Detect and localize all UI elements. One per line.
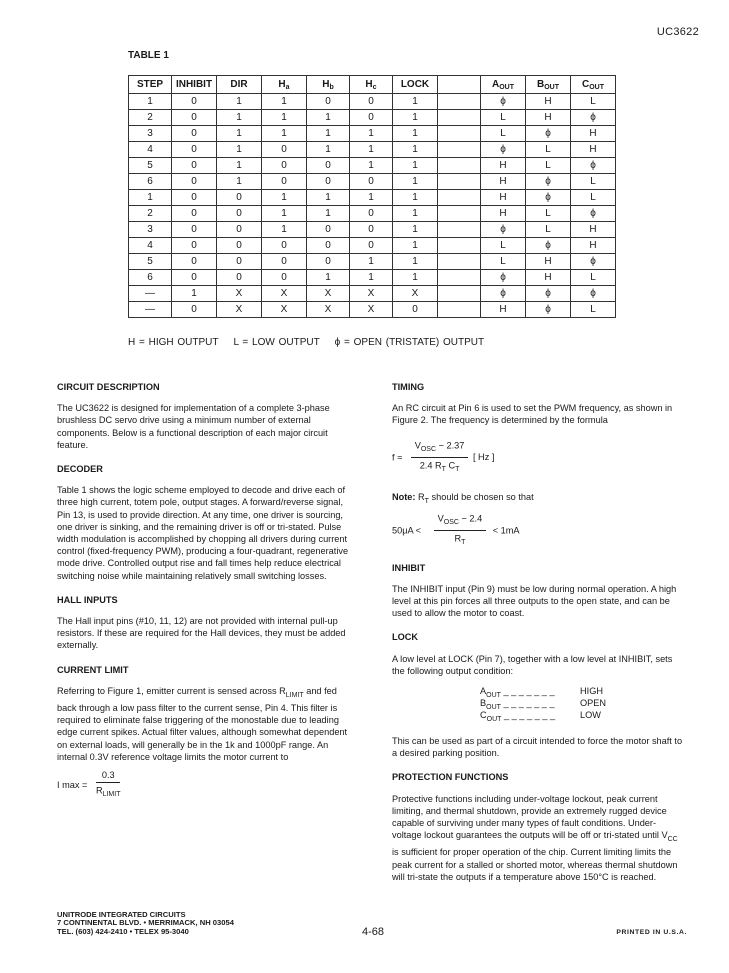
table-header-cell: LOCK [393, 76, 438, 94]
current-limit-text: Referring to Figure 1, emitter current is sensed across $R_{LIMIT}$ and fed back through a low pass filter to the current sense, Pin 4. This filter is required to eliminate false triggering of the monostable due to leading edge current spikes. Actual filter values, although somewhat dependent on external loads, will generally be in the 1k and 1000pF range. An internal 0.3V reference voltage limits the motor current to [57, 685, 348, 762]
table-cell: 1 [262, 126, 307, 142]
table-cell: 3 [129, 222, 172, 238]
timing-text: An RC circuit at Pin 6 is used to set the PWM frequency, as shown in Figure 2. The frequency is determined by the formula [392, 403, 673, 426]
printed-in-usa: PRINTED IN U.S.A. [616, 929, 687, 936]
table-row [129, 286, 616, 302]
table-cell [438, 270, 481, 286]
table-cell: 1 [307, 142, 350, 158]
table-cell [438, 142, 481, 158]
table-title: TABLE 1 [128, 50, 169, 61]
table-cell: X [262, 286, 307, 302]
table-cell: L [526, 158, 571, 174]
table-cell: 3 [129, 126, 172, 142]
table-cell: 0 [217, 270, 262, 286]
table-cell: 0 [262, 254, 307, 270]
frequency-fraction: $\frac{V_{OSC} - 2.37}{2.4 R_T C_T}$ [411, 439, 469, 476]
circuit-description-text: The UC3622 is designed for implementation of a complete 3-phase brushless DC servo drive using a minimum number of external components. Below is a functional description of each major circuit feature. [57, 403, 330, 450]
table-cell [438, 222, 481, 238]
table-cell: 4 [129, 142, 172, 158]
table-cell: 1 [129, 190, 172, 206]
table-cell: 0 [172, 158, 217, 174]
table-header-cell: $C_{OUT}$ [571, 76, 616, 94]
table-cell [438, 206, 481, 222]
table-row [129, 222, 616, 238]
table-cell: L [481, 238, 526, 254]
table-cell: ϕ [481, 286, 526, 302]
table-cell: 0 [350, 110, 393, 126]
table-cell: L [481, 254, 526, 270]
table-cell: 1 [393, 222, 438, 238]
table-cell: 1 [393, 254, 438, 270]
table-header-cell: $A_{OUT}$ [481, 76, 526, 94]
table-cell: H [571, 142, 616, 158]
table-cell: 0 [217, 254, 262, 270]
lock-heading: LOCK [392, 632, 419, 643]
table-header-cell: $H_c$ [350, 76, 393, 94]
table-cell [438, 302, 481, 318]
table-cell: ϕ [571, 158, 616, 174]
lock-output-conditions [480, 685, 685, 721]
table-cell: 1 [217, 126, 262, 142]
table-cell: ϕ [526, 126, 571, 142]
inequality-right: < 1mA [492, 525, 520, 536]
table-cell [438, 158, 481, 174]
table-cell: 1 [307, 110, 350, 126]
table-cell: 5 [129, 158, 172, 174]
table-cell: 1 [217, 158, 262, 174]
table-cell: X [350, 302, 393, 318]
table-cell: H [481, 206, 526, 222]
table-cell: 0 [172, 222, 217, 238]
table-legend: H = HIGH OUTPUT L = LOW OUTPUT ϕ = OPEN (TRISTATE) OUTPUT [128, 337, 485, 348]
imax-label: I max = [57, 779, 88, 790]
table-cell: 0 [307, 158, 350, 174]
table-cell: X [307, 286, 350, 302]
table-cell: 0 [350, 238, 393, 254]
table-cell: 2 [129, 206, 172, 222]
table-cell: L [481, 126, 526, 142]
table-cell: 0 [172, 94, 217, 110]
table-header-row [129, 76, 616, 94]
truth-table [128, 75, 616, 318]
hall-inputs-heading: HALL INPUTS [57, 594, 118, 605]
table-cell: 1 [393, 110, 438, 126]
table-cell: 0 [172, 254, 217, 270]
table-cell: — [129, 302, 172, 318]
table-cell: 1 [350, 190, 393, 206]
table-cell: 1 [262, 206, 307, 222]
table-cell: 1 [393, 206, 438, 222]
table-row [129, 190, 616, 206]
table-cell: 6 [129, 270, 172, 286]
table-cell: 0 [307, 222, 350, 238]
table-cell: 0 [217, 222, 262, 238]
table-cell: H [481, 174, 526, 190]
table-cell: 0 [307, 174, 350, 190]
table-cell: ϕ [526, 190, 571, 206]
inhibit-heading: INHIBIT [392, 562, 426, 573]
table-row [129, 110, 616, 126]
table-cell: ϕ [571, 286, 616, 302]
table-cell: 0 [350, 94, 393, 110]
table-cell: L [526, 142, 571, 158]
table-cell: 1 [393, 126, 438, 142]
table-row [129, 238, 616, 254]
lock-condition-a: $A_{OUT}$ _ _ _ _ _ _ _ HIGH [480, 686, 603, 699]
table-cell: ϕ [481, 270, 526, 286]
table-cell: 0 [307, 94, 350, 110]
table-cell: 2 [129, 110, 172, 126]
table-cell: 1 [350, 126, 393, 142]
table-cell: 0 [172, 238, 217, 254]
table-cell: 0 [262, 158, 307, 174]
decoder-text: Table 1 shows the logic scheme employed to decode and drive each of three high current, totem pole, output stages. A forward/reverse signal, Pin 13, is used to provide direction. At any time, one driver is sourcing, one driver is sinking, and the remaining driver is off or tri-stated. Pulse width modulation is accomplished by chopping all drivers during current control (fixed-frequency PWM), producing a four-quadrant, regenerative mode drive. Controlled output rise and fall times help reduce electrical switching noise while maintaining relatively small switching losses. [57, 485, 349, 581]
table-row [129, 206, 616, 222]
table-cell: 1 [262, 222, 307, 238]
table-cell: X [393, 286, 438, 302]
table-cell: 1 [262, 110, 307, 126]
protection-heading: PROTECTION FUNCTIONS [392, 772, 509, 783]
table-cell: H [481, 158, 526, 174]
footer-company: UNITRODE INTEGRATED CIRCUITS [57, 910, 186, 919]
hall-inputs-text: The Hall input pins (#10, 11, 12) are not provided with internal pull-up resistors. If these are required for the Hall devices, they must be added externally. [57, 616, 346, 651]
table-cell: 0 [307, 238, 350, 254]
table-cell: L [571, 94, 616, 110]
table-header-cell: STEP [129, 76, 172, 94]
table-cell: H [571, 126, 616, 142]
table-cell: 1 [217, 110, 262, 126]
table-cell [438, 94, 481, 110]
lock-condition-c: $C_{OUT}$ _ _ _ _ _ _ _ LOW [480, 710, 601, 723]
table-cell: X [217, 286, 262, 302]
table-cell: 4 [129, 238, 172, 254]
table-cell: L [571, 302, 616, 318]
lock-after-text: This can be used as part of a circuit intended to force the motor shaft to a desired parking position. [392, 736, 683, 759]
table-cell: 1 [262, 190, 307, 206]
table-row [129, 174, 616, 190]
table-cell: ϕ [571, 206, 616, 222]
lock-text: A low level at LOCK (Pin 7), together with a low level at INHIBIT, sets the following output condition: [392, 653, 673, 676]
frequency-formula [392, 439, 685, 479]
table-cell [438, 190, 481, 206]
table-cell: 1 [262, 94, 307, 110]
table-cell [438, 254, 481, 270]
table-row [129, 270, 616, 286]
footer-phone: TEL. (603) 424-2410 • TELEX 95-3040 [57, 926, 189, 936]
table-cell: 1 [217, 142, 262, 158]
table-cell: 1 [350, 270, 393, 286]
table-cell: H [571, 222, 616, 238]
table-header-cell: $H_b$ [307, 76, 350, 94]
lock-condition-b: $B_{OUT}$ _ _ _ _ _ _ _ OPEN [480, 698, 607, 711]
imax-fraction: $\frac{0.3}{R_{LIMIT}}$ [95, 769, 121, 798]
table-cell: 1 [217, 174, 262, 190]
table-cell: 0 [172, 174, 217, 190]
table-cell: ϕ [526, 302, 571, 318]
table-cell: 0 [307, 254, 350, 270]
table-cell: 1 [172, 286, 217, 302]
part-number: UC3622 [656, 26, 699, 38]
table-cell: 0 [172, 190, 217, 206]
table-cell: H [526, 270, 571, 286]
table-cell: 1 [350, 254, 393, 270]
table-cell: L [526, 206, 571, 222]
table-row [129, 142, 616, 158]
table-cell: 1 [393, 174, 438, 190]
table-cell: L [571, 174, 616, 190]
table-cell: ϕ [481, 94, 526, 110]
table-cell: ϕ [481, 142, 526, 158]
protection-text: Protective functions including under-voltage lockout, peak current limiting, and thermal shutdown, provide an extremely rugged device capable of surviving under many types of fault conditions. Under-voltage lockout guarantees the outputs will be off or tri-stated until $V_{CC}$ is sufficient for proper operation of the chip. Current limiting limits the peak current for a stalled or shorted motor, whereas thermal shutdown will tri-state the outputs if a temperature above 150°C is reached. [392, 793, 678, 882]
table-cell: 1 [393, 238, 438, 254]
table-cell: 1 [393, 270, 438, 286]
table-cell: H [481, 302, 526, 318]
inhibit-text: The INHIBIT input (Pin 9) must be low during normal operation. A high level at this pin forces all three outputs to the open state, and can be used to allow the motor to coast. [392, 583, 677, 619]
table-cell: L [481, 110, 526, 126]
table-header-cell: DIR [217, 76, 262, 94]
table-cell: 0 [172, 270, 217, 286]
table-cell: 0 [217, 190, 262, 206]
table-cell: 1 [307, 190, 350, 206]
table-cell: 6 [129, 174, 172, 190]
table-cell: 1 [350, 142, 393, 158]
table-cell: H [571, 238, 616, 254]
footer-address: 7 CONTINENTAL BLVD. • MERRIMACK, NH 03054 [57, 918, 234, 928]
table-cell [438, 286, 481, 302]
rt-note: Note: $R_T$ should be chosen so that [392, 491, 534, 505]
inequality-left: 50μA < [392, 525, 422, 536]
imax-formula [57, 769, 350, 809]
table-cell: — [129, 286, 172, 302]
footer-company-block [57, 911, 234, 936]
table-cell: X [217, 302, 262, 318]
table-cell: ϕ [526, 238, 571, 254]
table-cell: ϕ [526, 174, 571, 190]
table-cell: 0 [350, 222, 393, 238]
table-cell: 1 [393, 190, 438, 206]
table-header-cell: $B_{OUT}$ [526, 76, 571, 94]
table-header-cell: INHIBIT [172, 76, 217, 94]
table-cell: ϕ [481, 222, 526, 238]
table-cell: 1 [393, 142, 438, 158]
table-row [129, 126, 616, 142]
table-cell: 0 [172, 142, 217, 158]
table-cell: X [350, 286, 393, 302]
left-column [57, 381, 350, 821]
table-cell: 1 [307, 270, 350, 286]
table-cell: 0 [262, 174, 307, 190]
table-cell: L [571, 270, 616, 286]
timing-heading: TIMING [392, 382, 425, 392]
page-number: 4-68 [362, 926, 385, 938]
table-cell: 1 [350, 158, 393, 174]
current-limit-heading: CURRENT LIMIT [57, 664, 129, 675]
table-cell: 0 [172, 206, 217, 222]
table-header-cell: $H_a$ [262, 76, 307, 94]
frequency-label: f ≈ [392, 452, 403, 463]
table-cell: 0 [172, 126, 217, 142]
table-cell: 1 [217, 94, 262, 110]
table-cell [438, 110, 481, 126]
table-row [129, 302, 616, 318]
table-row [129, 254, 616, 270]
table-cell: 5 [129, 254, 172, 270]
table-cell: H [526, 254, 571, 270]
table-cell: 0 [217, 238, 262, 254]
table-cell: X [262, 302, 307, 318]
table-cell: ϕ [571, 254, 616, 270]
table-cell: 1 [393, 158, 438, 174]
frequency-unit: [ Hz ] [472, 452, 495, 463]
table-cell: X [307, 302, 350, 318]
table-cell: L [571, 190, 616, 206]
table-cell: ϕ [526, 286, 571, 302]
table-cell: 0 [262, 238, 307, 254]
table-cell: H [481, 190, 526, 206]
table-cell: 0 [262, 270, 307, 286]
table-cell: 0 [262, 142, 307, 158]
table-cell: ϕ [571, 110, 616, 126]
table-cell: 0 [350, 174, 393, 190]
decoder-heading: DECODER [57, 464, 103, 475]
table-cell: 0 [172, 110, 217, 126]
table-row [129, 158, 616, 174]
table-cell: 0 [172, 302, 217, 318]
table-cell [438, 238, 481, 254]
table-cell: 0 [217, 206, 262, 222]
table-row [129, 94, 616, 110]
table-cell: 0 [393, 302, 438, 318]
table-cell [438, 174, 481, 190]
table-cell: 1 [129, 94, 172, 110]
table-cell: 0 [350, 206, 393, 222]
table-cell: H [526, 110, 571, 126]
table-cell [438, 126, 481, 142]
table-cell: L [526, 222, 571, 238]
inequality-fraction: $\frac{V_{OSC} - 2.4}{R_T}$ [434, 512, 487, 549]
table-cell: 1 [307, 126, 350, 142]
table-cell: 1 [307, 206, 350, 222]
table-cell: H [526, 94, 571, 110]
table-header-cell [438, 76, 481, 94]
rt-inequality [392, 512, 685, 552]
table-cell: 1 [393, 94, 438, 110]
right-column [392, 381, 685, 895]
circuit-description-heading: CIRCUIT DESCRIPTION [57, 382, 160, 392]
